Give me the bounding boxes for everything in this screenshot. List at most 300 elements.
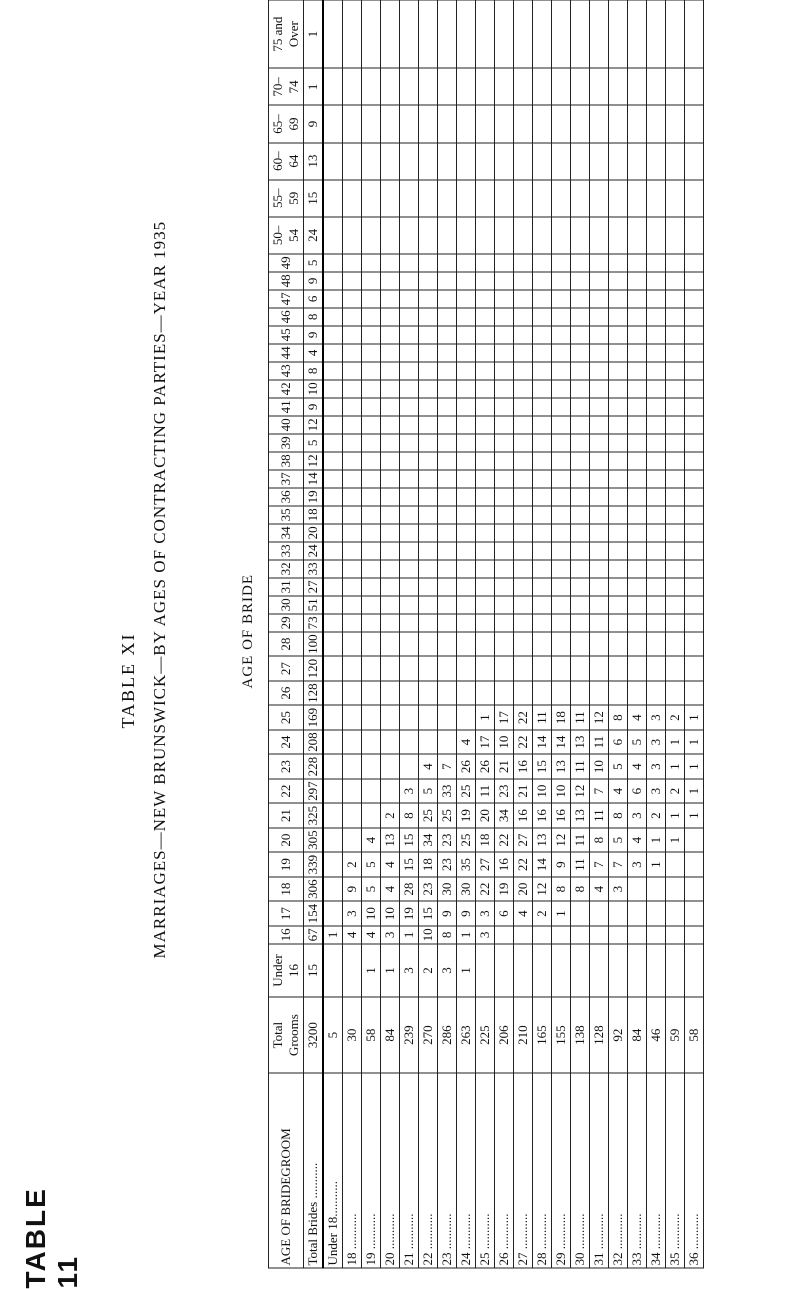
table-cell: 9 xyxy=(552,852,571,877)
table-cell xyxy=(628,452,647,470)
row-label: 23 ........... xyxy=(438,1073,457,1268)
table-cell xyxy=(381,434,400,452)
row-total: 58 xyxy=(685,997,704,1073)
table-cell xyxy=(323,416,343,434)
col-header: 19 xyxy=(269,852,304,877)
table-cell xyxy=(666,632,685,657)
table-cell: 2 xyxy=(343,852,362,877)
table-cell: 3 xyxy=(476,901,495,926)
table-cell xyxy=(647,326,666,344)
table-cell xyxy=(685,614,704,632)
table-cell xyxy=(628,0,647,68)
table-cell xyxy=(571,105,590,142)
table-cell xyxy=(343,596,362,614)
table-cell xyxy=(628,326,647,344)
row-total: 3200 xyxy=(304,997,324,1073)
table-cell xyxy=(685,308,704,326)
table-cell xyxy=(400,614,419,632)
row-total: 46 xyxy=(647,997,666,1073)
table-cell xyxy=(343,105,362,142)
table-cell: 6 xyxy=(628,779,647,804)
table-cell: 11 xyxy=(590,730,609,755)
table-cell xyxy=(457,326,476,344)
table-cell xyxy=(400,705,419,730)
table-cell: 11 xyxy=(476,779,495,804)
table-cell: 1 xyxy=(381,944,400,997)
table-cell xyxy=(552,105,571,142)
table-cell xyxy=(685,326,704,344)
table-cell xyxy=(343,68,362,105)
table-cell: 305 xyxy=(304,828,324,853)
table-cell xyxy=(609,506,628,524)
col-header: 39 xyxy=(269,434,304,452)
table-cell xyxy=(400,560,419,578)
table-cell xyxy=(666,852,685,877)
table-cell xyxy=(533,398,552,416)
table-cell: 7 xyxy=(438,754,457,779)
table-cell xyxy=(400,217,419,254)
table-cell xyxy=(438,398,457,416)
col-header: 21 xyxy=(269,803,304,828)
table-cell: 12 xyxy=(304,452,324,470)
table-cell: 4 xyxy=(628,705,647,730)
table-cell xyxy=(590,596,609,614)
table-cell: 23 xyxy=(438,828,457,853)
table-cell xyxy=(476,524,495,542)
table-cell xyxy=(666,681,685,706)
table-cell xyxy=(628,398,647,416)
table-cell xyxy=(457,0,476,68)
table-cell xyxy=(438,506,457,524)
table-cell: 16 xyxy=(533,803,552,828)
table-cell: 73 xyxy=(304,614,324,632)
table-cell xyxy=(590,524,609,542)
table-cell xyxy=(381,326,400,344)
table-cell xyxy=(571,681,590,706)
table-cell xyxy=(647,542,666,560)
table-cell xyxy=(343,452,362,470)
table-cell: 24 xyxy=(304,542,324,560)
table-cell xyxy=(476,632,495,657)
table-cell: 5 xyxy=(304,434,324,452)
col-header: 35 xyxy=(269,506,304,524)
table-cell xyxy=(685,681,704,706)
table-cell: 16 xyxy=(495,852,514,877)
table-cell xyxy=(323,344,343,362)
row-label: 20 ........... xyxy=(381,1073,400,1268)
table-cell xyxy=(362,272,381,290)
table-cell: 3 xyxy=(628,852,647,877)
table-cell xyxy=(400,488,419,506)
table-cell: 13 xyxy=(552,754,571,779)
table-cell xyxy=(362,143,381,180)
table-cell xyxy=(552,344,571,362)
table-cell xyxy=(362,578,381,596)
table-cell: 8 xyxy=(590,828,609,853)
table-cell xyxy=(666,344,685,362)
table-cell xyxy=(552,68,571,105)
table-cell xyxy=(400,143,419,180)
table-cell: 228 xyxy=(304,754,324,779)
table-cell xyxy=(323,524,343,542)
table-cell xyxy=(323,901,343,926)
table-row xyxy=(476,0,495,1268)
table-cell: 9 xyxy=(457,901,476,926)
table-cell xyxy=(495,105,514,142)
col-header: 75 and Over xyxy=(269,0,304,68)
table-cell xyxy=(533,272,552,290)
table-cell: 22 xyxy=(514,730,533,755)
table-cell: 22 xyxy=(476,877,495,902)
table-cell xyxy=(457,681,476,706)
table-cell xyxy=(552,217,571,254)
table-cell xyxy=(323,632,343,657)
table-cell xyxy=(476,596,495,614)
table-cell xyxy=(552,326,571,344)
row-total: 263 xyxy=(457,997,476,1073)
table-cell xyxy=(685,362,704,380)
table-cell xyxy=(381,254,400,272)
table-cell xyxy=(685,68,704,105)
table-cell xyxy=(495,656,514,681)
table-cell xyxy=(552,0,571,68)
table-cell xyxy=(590,143,609,180)
table-cell xyxy=(343,254,362,272)
col-header: 20 xyxy=(269,828,304,853)
table-row xyxy=(571,0,590,1268)
table-cell xyxy=(419,217,438,254)
table-cell: 1 xyxy=(685,803,704,828)
table-cell xyxy=(323,542,343,560)
table-cell xyxy=(381,705,400,730)
table-cell: 18 xyxy=(476,828,495,853)
table-cell: 11 xyxy=(571,754,590,779)
table-cell xyxy=(400,470,419,488)
table-cell xyxy=(647,180,666,217)
table-cell xyxy=(533,143,552,180)
row-total: 155 xyxy=(552,997,571,1073)
table-cell: 14 xyxy=(552,730,571,755)
col-header: 32 xyxy=(269,560,304,578)
table-cell xyxy=(362,730,381,755)
table-cell: 26 xyxy=(457,754,476,779)
table-cell xyxy=(381,105,400,142)
table-cell xyxy=(666,68,685,105)
row-label: 22 ........... xyxy=(419,1073,438,1268)
table-cell xyxy=(533,614,552,632)
col-header: 50–54 xyxy=(269,217,304,254)
table-cell xyxy=(514,180,533,217)
col-header: Under 16 xyxy=(269,944,304,997)
table-cell xyxy=(438,254,457,272)
table-cell xyxy=(476,470,495,488)
table-cell: 21 xyxy=(495,754,514,779)
table-cell xyxy=(419,632,438,657)
table-cell: 1 xyxy=(666,754,685,779)
table-cell xyxy=(438,308,457,326)
table-cell: 128 xyxy=(304,681,324,706)
col-header: 49 xyxy=(269,254,304,272)
col-header: 38 xyxy=(269,452,304,470)
table-cell xyxy=(323,560,343,578)
table-cell xyxy=(514,596,533,614)
table-cell xyxy=(343,434,362,452)
table-cell xyxy=(647,105,666,142)
table-cell xyxy=(495,488,514,506)
table-cell xyxy=(685,452,704,470)
table-cell xyxy=(571,180,590,217)
table-cell: 10 xyxy=(362,901,381,926)
table-cell xyxy=(419,596,438,614)
table-cell xyxy=(476,68,495,105)
table-cell xyxy=(552,143,571,180)
table-cell xyxy=(323,434,343,452)
table-cell xyxy=(495,362,514,380)
table-cell: 4 xyxy=(362,828,381,853)
table-cell xyxy=(647,506,666,524)
table-cell xyxy=(666,656,685,681)
table-cell: 4 xyxy=(419,754,438,779)
table-cell xyxy=(343,705,362,730)
table-cell xyxy=(685,877,704,902)
table-cell: 18 xyxy=(419,852,438,877)
table-cell xyxy=(343,470,362,488)
table-cell xyxy=(362,470,381,488)
row-total: 128 xyxy=(590,997,609,1073)
row-total: 30 xyxy=(343,997,362,1073)
table-cell xyxy=(647,290,666,308)
table-cell xyxy=(495,380,514,398)
table-cell xyxy=(609,290,628,308)
table-cell xyxy=(666,290,685,308)
table-cell: 20 xyxy=(476,803,495,828)
table-cell: 10 xyxy=(419,926,438,944)
table-cell xyxy=(343,344,362,362)
table-cell xyxy=(400,180,419,217)
table-cell xyxy=(533,416,552,434)
table-cell xyxy=(666,254,685,272)
table-cell: 1 xyxy=(685,754,704,779)
table-cell xyxy=(323,488,343,506)
table-cell xyxy=(343,779,362,804)
table-cell xyxy=(514,578,533,596)
table-cell xyxy=(609,143,628,180)
row-label: 36 ........... xyxy=(685,1073,704,1268)
col-header: 27 xyxy=(269,656,304,681)
table-cell xyxy=(590,308,609,326)
table-cell xyxy=(400,452,419,470)
table-cell: 20 xyxy=(514,877,533,902)
table-cell: 13 xyxy=(571,803,590,828)
table-cell: 19 xyxy=(304,488,324,506)
table-cell xyxy=(666,380,685,398)
row-label: 32 ........... xyxy=(609,1073,628,1268)
table-cell: 3 xyxy=(343,901,362,926)
table-cell xyxy=(533,944,552,997)
table-cell xyxy=(533,380,552,398)
table-cell xyxy=(400,0,419,68)
table-cell xyxy=(400,380,419,398)
table-cell: 23 xyxy=(495,779,514,804)
table-cell xyxy=(457,488,476,506)
table-cell: 4 xyxy=(590,877,609,902)
table-cell xyxy=(362,380,381,398)
col-header: 55–59 xyxy=(269,180,304,217)
table-cell xyxy=(647,434,666,452)
table-cell xyxy=(685,0,704,68)
table-cell: 4 xyxy=(628,754,647,779)
table-cell xyxy=(323,779,343,804)
table-cell xyxy=(647,632,666,657)
table-cell xyxy=(419,398,438,416)
table-cell xyxy=(571,326,590,344)
table-cell xyxy=(323,828,343,853)
table-cell xyxy=(438,656,457,681)
col-header: 46 xyxy=(269,308,304,326)
table-cell xyxy=(514,614,533,632)
table-cell xyxy=(419,290,438,308)
table-cell xyxy=(476,254,495,272)
table-cell xyxy=(476,0,495,68)
table-cell xyxy=(552,944,571,997)
table-cell: 2 xyxy=(381,803,400,828)
table-cell xyxy=(323,578,343,596)
table-cell xyxy=(628,362,647,380)
table-cell: 9 xyxy=(304,105,324,142)
table-cell xyxy=(552,416,571,434)
table-cell: 16 xyxy=(514,754,533,779)
table-cell xyxy=(552,632,571,657)
table-cell: 10 xyxy=(533,779,552,804)
table-cell: 1 xyxy=(647,852,666,877)
table-cell xyxy=(495,632,514,657)
table-cell xyxy=(609,578,628,596)
table-cell xyxy=(628,632,647,657)
row-label: 34 ........... xyxy=(647,1073,666,1268)
table-cell xyxy=(590,656,609,681)
table-cell xyxy=(438,578,457,596)
table-cell xyxy=(552,470,571,488)
table-row xyxy=(533,0,552,1268)
table-cell xyxy=(419,68,438,105)
table-cell xyxy=(609,452,628,470)
table-cell xyxy=(362,254,381,272)
table-cell xyxy=(571,656,590,681)
table-cell xyxy=(495,254,514,272)
table-cell xyxy=(571,398,590,416)
table-cell xyxy=(628,416,647,434)
table-cell: 2 xyxy=(419,944,438,997)
table-row xyxy=(343,0,362,1268)
row-label: Total Brides ........... xyxy=(304,1073,324,1268)
table-cell xyxy=(323,326,343,344)
table-cell xyxy=(609,488,628,506)
table-cell xyxy=(362,416,381,434)
table-cell xyxy=(685,506,704,524)
table-cell: 3 xyxy=(609,877,628,902)
table-cell: 22 xyxy=(495,828,514,853)
table-cell xyxy=(647,380,666,398)
table-cell xyxy=(457,380,476,398)
table-cell xyxy=(590,434,609,452)
table-cell xyxy=(514,362,533,380)
table-cell: 12 xyxy=(552,828,571,853)
table-cell: 19 xyxy=(495,877,514,902)
table-cell xyxy=(495,217,514,254)
table-cell xyxy=(571,308,590,326)
table-cell xyxy=(457,542,476,560)
table-cell xyxy=(647,254,666,272)
table-cell xyxy=(476,398,495,416)
table-cell xyxy=(400,754,419,779)
table-cell xyxy=(533,524,552,542)
table-row xyxy=(495,0,514,1268)
table-cell xyxy=(571,542,590,560)
table-cell xyxy=(419,254,438,272)
table-cell xyxy=(400,506,419,524)
col-header: 45 xyxy=(269,326,304,344)
table-cell xyxy=(343,290,362,308)
table-cell xyxy=(590,68,609,105)
row-label: 25 ........... xyxy=(476,1073,495,1268)
table-row xyxy=(628,0,647,1268)
row-total: 138 xyxy=(571,997,590,1073)
table-cell: 20 xyxy=(304,524,324,542)
table-cell xyxy=(495,143,514,180)
table-cell xyxy=(457,254,476,272)
table-cell: 13 xyxy=(533,828,552,853)
row-label: 24 ........... xyxy=(457,1073,476,1268)
row-total: 58 xyxy=(362,997,381,1073)
table-cell xyxy=(609,254,628,272)
table-cell xyxy=(323,803,343,828)
table-cell xyxy=(476,614,495,632)
table-cell xyxy=(628,217,647,254)
table-cell xyxy=(514,470,533,488)
table-cell xyxy=(666,506,685,524)
table-cell xyxy=(514,68,533,105)
table-cell xyxy=(495,0,514,68)
table-cell xyxy=(438,614,457,632)
table-cell: 27 xyxy=(514,828,533,853)
table-cell xyxy=(457,560,476,578)
table-cell xyxy=(628,434,647,452)
table-cell: 15 xyxy=(533,754,552,779)
table-cell xyxy=(381,143,400,180)
table-cell xyxy=(533,506,552,524)
table-cell xyxy=(647,614,666,632)
table-cell xyxy=(514,254,533,272)
table-cell xyxy=(362,542,381,560)
table-cell xyxy=(495,926,514,944)
row-total: 84 xyxy=(628,997,647,1073)
table-cell xyxy=(647,452,666,470)
table-cell xyxy=(571,596,590,614)
table-row xyxy=(666,0,685,1268)
table-cell xyxy=(666,614,685,632)
table-cell xyxy=(476,362,495,380)
table-cell xyxy=(685,596,704,614)
table-cell: 9 xyxy=(304,326,324,344)
table-cell: 15 xyxy=(419,901,438,926)
table-cell: 5 xyxy=(628,730,647,755)
table-cell xyxy=(457,452,476,470)
table-cell xyxy=(628,506,647,524)
table-cell: 4 xyxy=(514,901,533,926)
table-cell xyxy=(552,488,571,506)
table-cell xyxy=(457,632,476,657)
table-cell xyxy=(647,926,666,944)
